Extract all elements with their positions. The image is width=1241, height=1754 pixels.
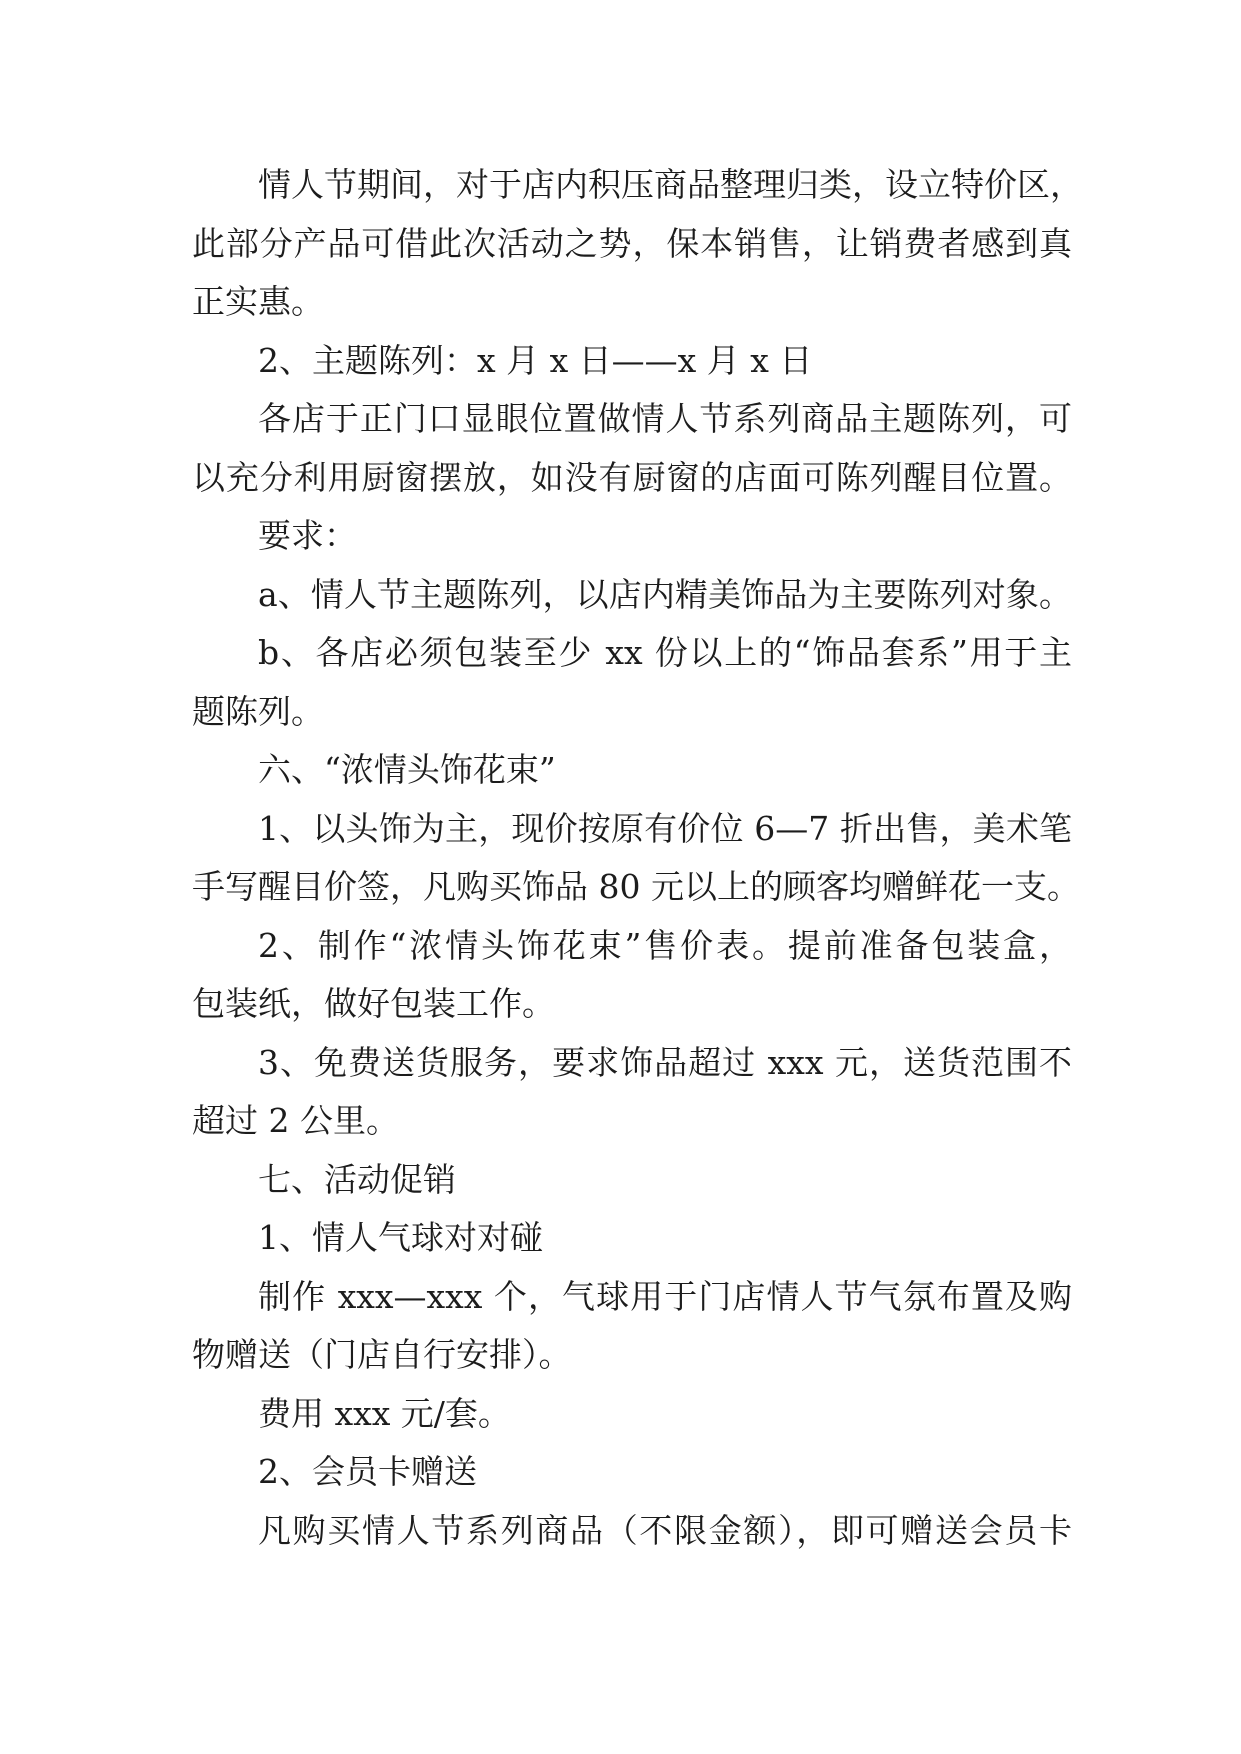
text-line: 凡购买情人节系列商品（不限金额），即可赠送会员卡 xyxy=(258,1510,1072,1550)
text-line: 1、情人气球对对碰 xyxy=(258,1218,543,1257)
text-line: 3、免费送货服务，要求饰品超过 xxx 元，送货范围不 xyxy=(258,1042,1072,1082)
text-line: 2、制作“浓情头饰花束”售价表。提前准备包装盒， xyxy=(258,925,1072,965)
text-line: b、各店必须包装至少 xx 份以上的“饰品套系”用于主 xyxy=(258,633,1072,672)
text-line: 以充分利用厨窗摆放，如没有厨窗的店面可陈列醒目位置。 xyxy=(192,457,1072,497)
text-line: 制作 xxx—xxx 个，气球用于门店情人节气氛布置及购 xyxy=(258,1276,1072,1316)
text-line: 物赠送（门店自行安排）。 xyxy=(192,1335,572,1374)
text-line: 超过 2 公里。 xyxy=(192,1101,399,1140)
text-line: 七、活动促销 xyxy=(258,1159,456,1199)
text-line: 情人节期间，对于店内积压商品整理归类，设立特价区， xyxy=(258,165,1083,204)
text-line: a、情人节主题陈列，以店内精美饰品为主要陈列对象。 xyxy=(258,574,1072,614)
text-line: 题陈列。 xyxy=(192,691,324,731)
text-line: 手写醒目价签，凡购买饰品 80 元以上的顾客均赠鲜花一支。 xyxy=(192,867,1080,906)
text-line: 正实惠。 xyxy=(192,282,324,321)
text-line: 2、主题陈列：x 月 x 日——x 月 x 日 xyxy=(258,340,813,380)
text-line: 各店于正门口显眼位置做情人节系列商品主题陈列，可 xyxy=(258,399,1072,438)
text-line: 包装纸，做好包装工作。 xyxy=(192,984,555,1023)
text-line: 2、会员卡赠送 xyxy=(258,1452,477,1491)
text-line: 要求： xyxy=(258,516,357,555)
text-line: 1、以头饰为主，现价按原有价位 6—7 折出售，美术笔 xyxy=(258,808,1072,848)
text-line: 六、“浓情头饰花束” xyxy=(258,750,556,789)
document-body xyxy=(192,156,1083,1560)
text-line: 此部分产品可借此次活动之势，保本销售，让销费者感到真 xyxy=(192,223,1072,263)
text-line: 费用 xxx 元/套。 xyxy=(258,1393,511,1433)
